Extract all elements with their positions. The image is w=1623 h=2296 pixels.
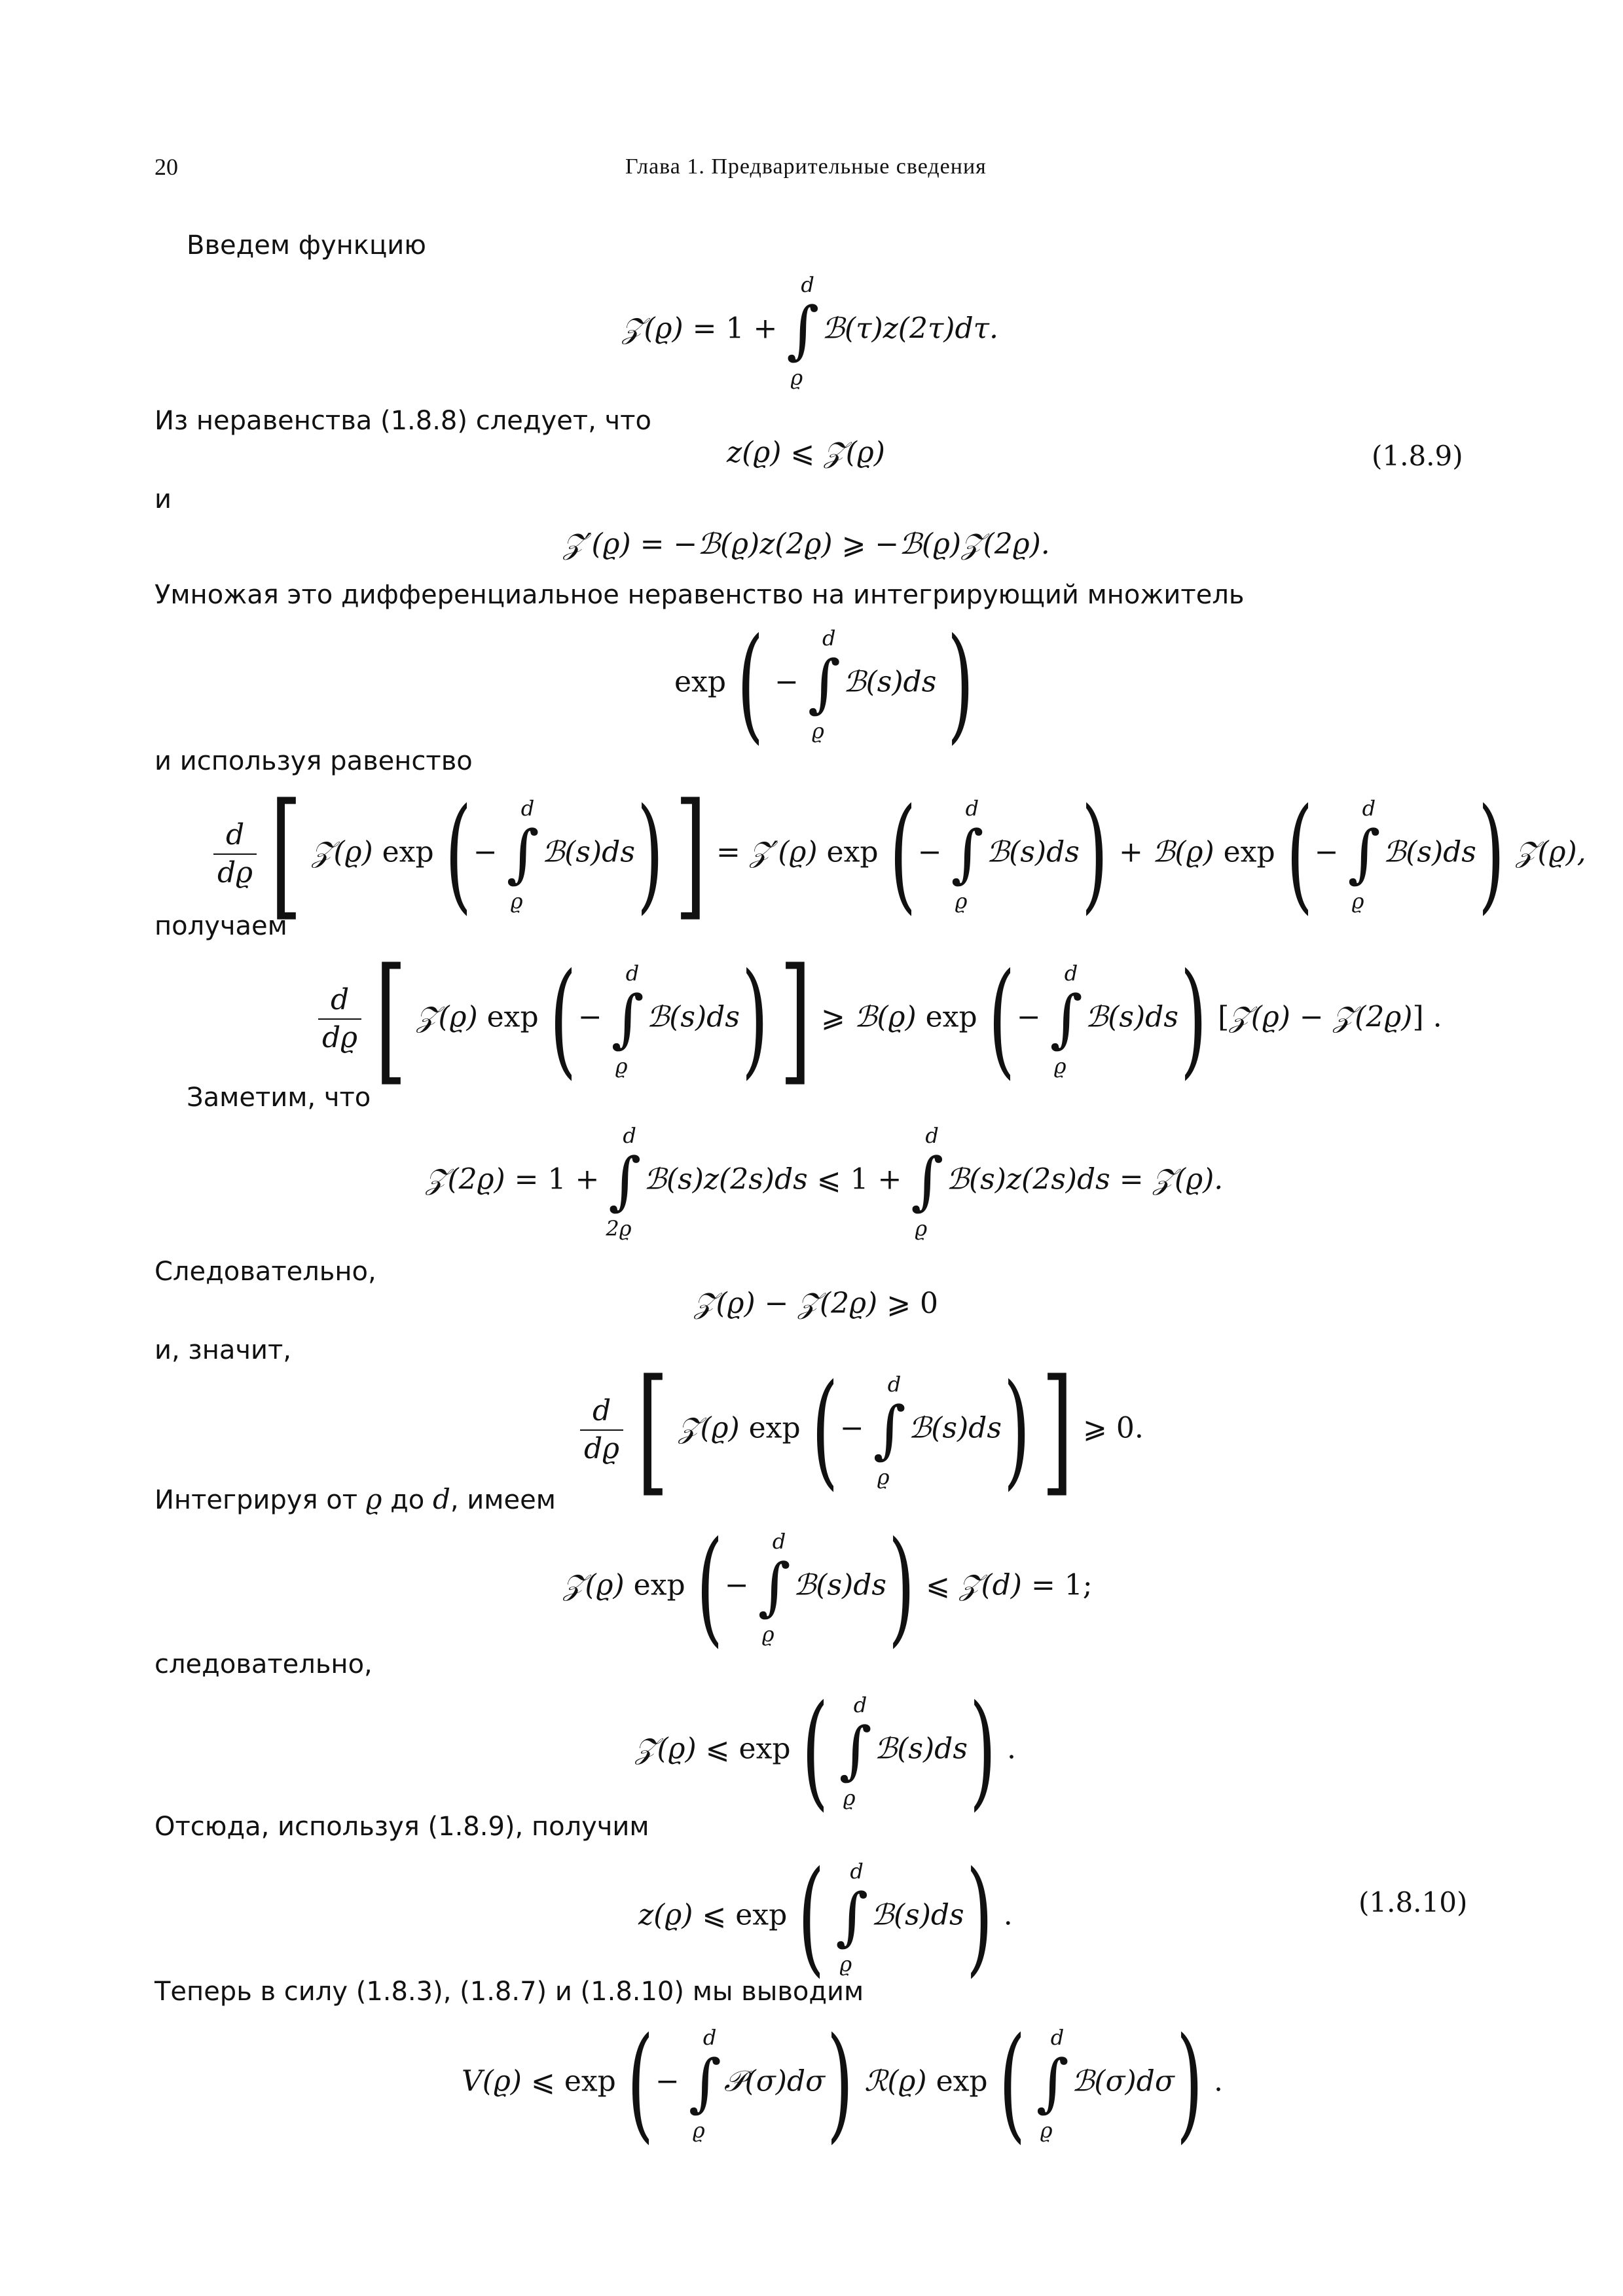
symbol-d: d bbox=[432, 1483, 450, 1515]
paragraph-consequently: следовательно, bbox=[155, 1649, 373, 1679]
equation-1-8-9: z(ϱ) ⩽ 𝒵(ϱ) bbox=[727, 436, 885, 469]
paragraph-therefore: Следовательно, bbox=[155, 1257, 376, 1287]
paragraph-obtain: получаем bbox=[155, 911, 287, 941]
equation-difference-nonnegative: 𝒵(ϱ) − 𝒵(2ϱ) ⩾ 0 bbox=[694, 1287, 939, 1320]
equation-1-8-10: z(ϱ) ⩽ exp ( ∫ d ϱ ℬ(s)ds) . bbox=[638, 1844, 1013, 1989]
paragraph-intro-function: Введем функцию bbox=[187, 230, 426, 260]
symbol-rho: ϱ bbox=[365, 1483, 382, 1515]
paragraph-integrating-c: , имеем bbox=[450, 1485, 556, 1515]
paragraph-from-inequality: Из неравенства (1.8.8) следует, что bbox=[155, 406, 651, 436]
equation-integrated-bound: 𝒵(ϱ) exp (− ∫ d ϱ ℬ(s)ds) ⩽ 𝒵(d) = 1; bbox=[563, 1515, 1093, 1659]
equation-V-bound: V(ϱ) ⩽ exp (− ∫ d ϱ 𝒫(σ)dσ) ℛ(ϱ) exp ( ∫ d ϱ ℬ(σ)dσ) . bbox=[462, 2011, 1224, 2155]
paragraph-using-equality: и используя равенство bbox=[155, 746, 473, 776]
paragraph-hence-using: Отсюда, используя (1.8.9), получим bbox=[155, 1812, 649, 1842]
page-number: 20 bbox=[155, 154, 178, 180]
paragraph-and: и bbox=[155, 484, 172, 514]
equation-Z-derivative: 𝒵′(ϱ) = −ℬ(ϱ)z(2ϱ) ⩾ −ℬ(ϱ)𝒵(2ϱ). bbox=[563, 528, 1050, 561]
equation-integrating-factor: exp ( − ∫ d ϱ ℬ(s)ds ) bbox=[674, 611, 974, 756]
paragraph-multiplying: Умножая это дифференциальное неравенство на интегрирующий множитель bbox=[155, 580, 1245, 610]
paragraph-integrating-b: до bbox=[382, 1485, 433, 1515]
equation-Z-2rho: 𝒵(2ϱ) = 1 + ∫ d 2ϱ ℬ(s)z(2s)ds ⩽ 1 + ∫ d ϱ ℬ(s)z(2s)ds = 𝒵(ϱ). bbox=[426, 1123, 1224, 1241]
equation-derivative-inequality: $\frac{d}{dϱ}$ [ 𝒵(ϱ) exp (− ∫ d ϱ ℬ(s)ds) ] ⩾ ℬ(ϱ) exp (− ∫ d ϱ ℬ(s)ds) [𝒵(ϱ) − 𝒵(2ϱ)] . bbox=[314, 950, 1442, 1088]
equation-number-1-8-10: (1.8.10) bbox=[1359, 1886, 1468, 1918]
equation-number-1-8-9: (1.8.9) bbox=[1372, 440, 1463, 472]
equation-product-rule: $\frac{d}{dϱ}$ [ 𝒵(ϱ) exp (− ∫ d ϱ ℬ(s)ds) ] = 𝒵′(ϱ) exp (− ∫ d ϱ ℬ(s)ds) + ℬ(ϱ) exp (− ∫ d ϱ ℬ(s)ds) 𝒵(ϱ), bbox=[210, 785, 1586, 923]
running-title: Глава 1. Предварительные сведения bbox=[625, 154, 987, 179]
paragraph-now-deduce: Теперь в силу (1.8.3), (1.8.7) и (1.8.10) мы выводим bbox=[155, 1977, 864, 2007]
paragraph-integrating bbox=[155, 1483, 556, 1515]
paragraph-note: Заметим, что bbox=[187, 1083, 371, 1113]
equation-def-Z: 𝒵(ϱ) = 1 + ∫ d ϱ ℬ(τ)z(2τ)dτ. bbox=[622, 272, 998, 390]
paragraph-and-hence: и, значит, bbox=[155, 1335, 292, 1365]
equation-Z-upper-bound: 𝒵(ϱ) ⩽ exp ( ∫ d ϱ ℬ(s)ds) . bbox=[635, 1678, 1017, 1823]
equation-derivative-nonnegative: $\frac{d}{dϱ}$ [ 𝒵(ϱ) exp (− ∫ d ϱ ℬ(s)ds) ] ⩾ 0. bbox=[576, 1361, 1144, 1499]
paragraph-integrating-a: Интегрируя от bbox=[155, 1485, 366, 1515]
